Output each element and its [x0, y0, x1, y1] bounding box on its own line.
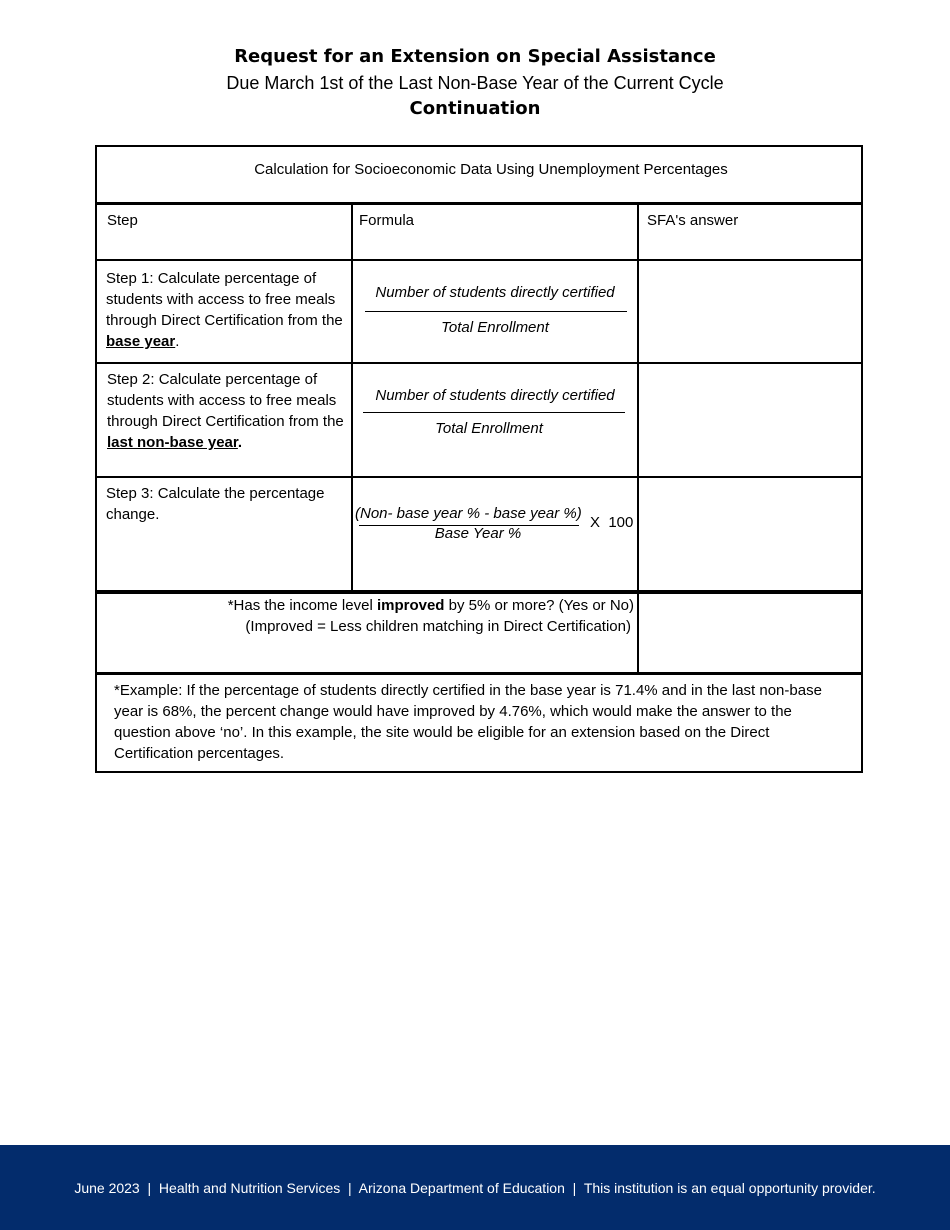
step2-answer-cell[interactable] — [640, 365, 861, 475]
step1-denominator: Total Enrollment — [441, 319, 549, 336]
page-footer — [0, 1145, 950, 1230]
step2-denominator: Total Enrollment — [435, 420, 543, 437]
step2-numerator: Number of students directly certified — [375, 387, 615, 404]
header-step: Step — [107, 212, 138, 229]
table-caption — [95, 145, 863, 204]
step3-denominator: Base Year % — [434, 525, 522, 542]
step3-multiplier: X 100 — [590, 514, 634, 531]
step1-fraction-bar — [365, 311, 627, 312]
table-caption-text: Calculation for Socioeconomic Data Using Unemployment Percentages — [254, 161, 728, 178]
document-header — [0, 44, 950, 122]
step3-answer-cell[interactable] — [640, 479, 861, 589]
header-sfa-answer: SFA's answer — [647, 212, 739, 229]
step1-numerator: Number of students directly certified — [375, 284, 615, 301]
example-box — [95, 672, 863, 773]
continuation-label: Continuation — [409, 98, 541, 119]
step2-description: Step 2: Calculate percentage of students with access to free meals through Direct Certification from the last non-base year. — [107, 371, 344, 451]
footer-text: June 2023 | Health and Nutrition Services | Arizona Department of Education | This institution is an equal opportunity provider. — [74, 1179, 876, 1196]
header-formula: Formula — [359, 212, 415, 229]
question-line1: *Has the income level improved by 5% or more? (Yes or No) — [227, 597, 634, 614]
question-answer-cell[interactable] — [640, 594, 861, 672]
document-title: Request for an Extension on Special Assistance — [234, 46, 716, 67]
example-text: *Example: If the percentage of students directly certified in the base year is 71.4% and in the last non-base year is 68%, the percent change would have improved by 4.76%, which would make the answer to the question above ‘no’. In this example, the site would be eligible for an extension based on the Direct Certification percentages. — [114, 682, 822, 762]
step1-description: Step 1: Calculate percentage of students with access to free meals through Direct Certification from the base year. — [106, 270, 343, 350]
document-subtitle: Due March 1st of the Last Non-Base Year of the Current Cycle — [226, 73, 724, 93]
step2-fraction-bar — [363, 412, 625, 413]
step3-numerator: (Non- base year % - base year %) — [355, 505, 582, 522]
step3-description: Step 3: Calculate the percentage change. — [106, 485, 325, 523]
step1-answer-cell[interactable] — [640, 262, 861, 361]
question-line2: (Improved = Less children matching in Direct Certification) — [245, 618, 631, 635]
